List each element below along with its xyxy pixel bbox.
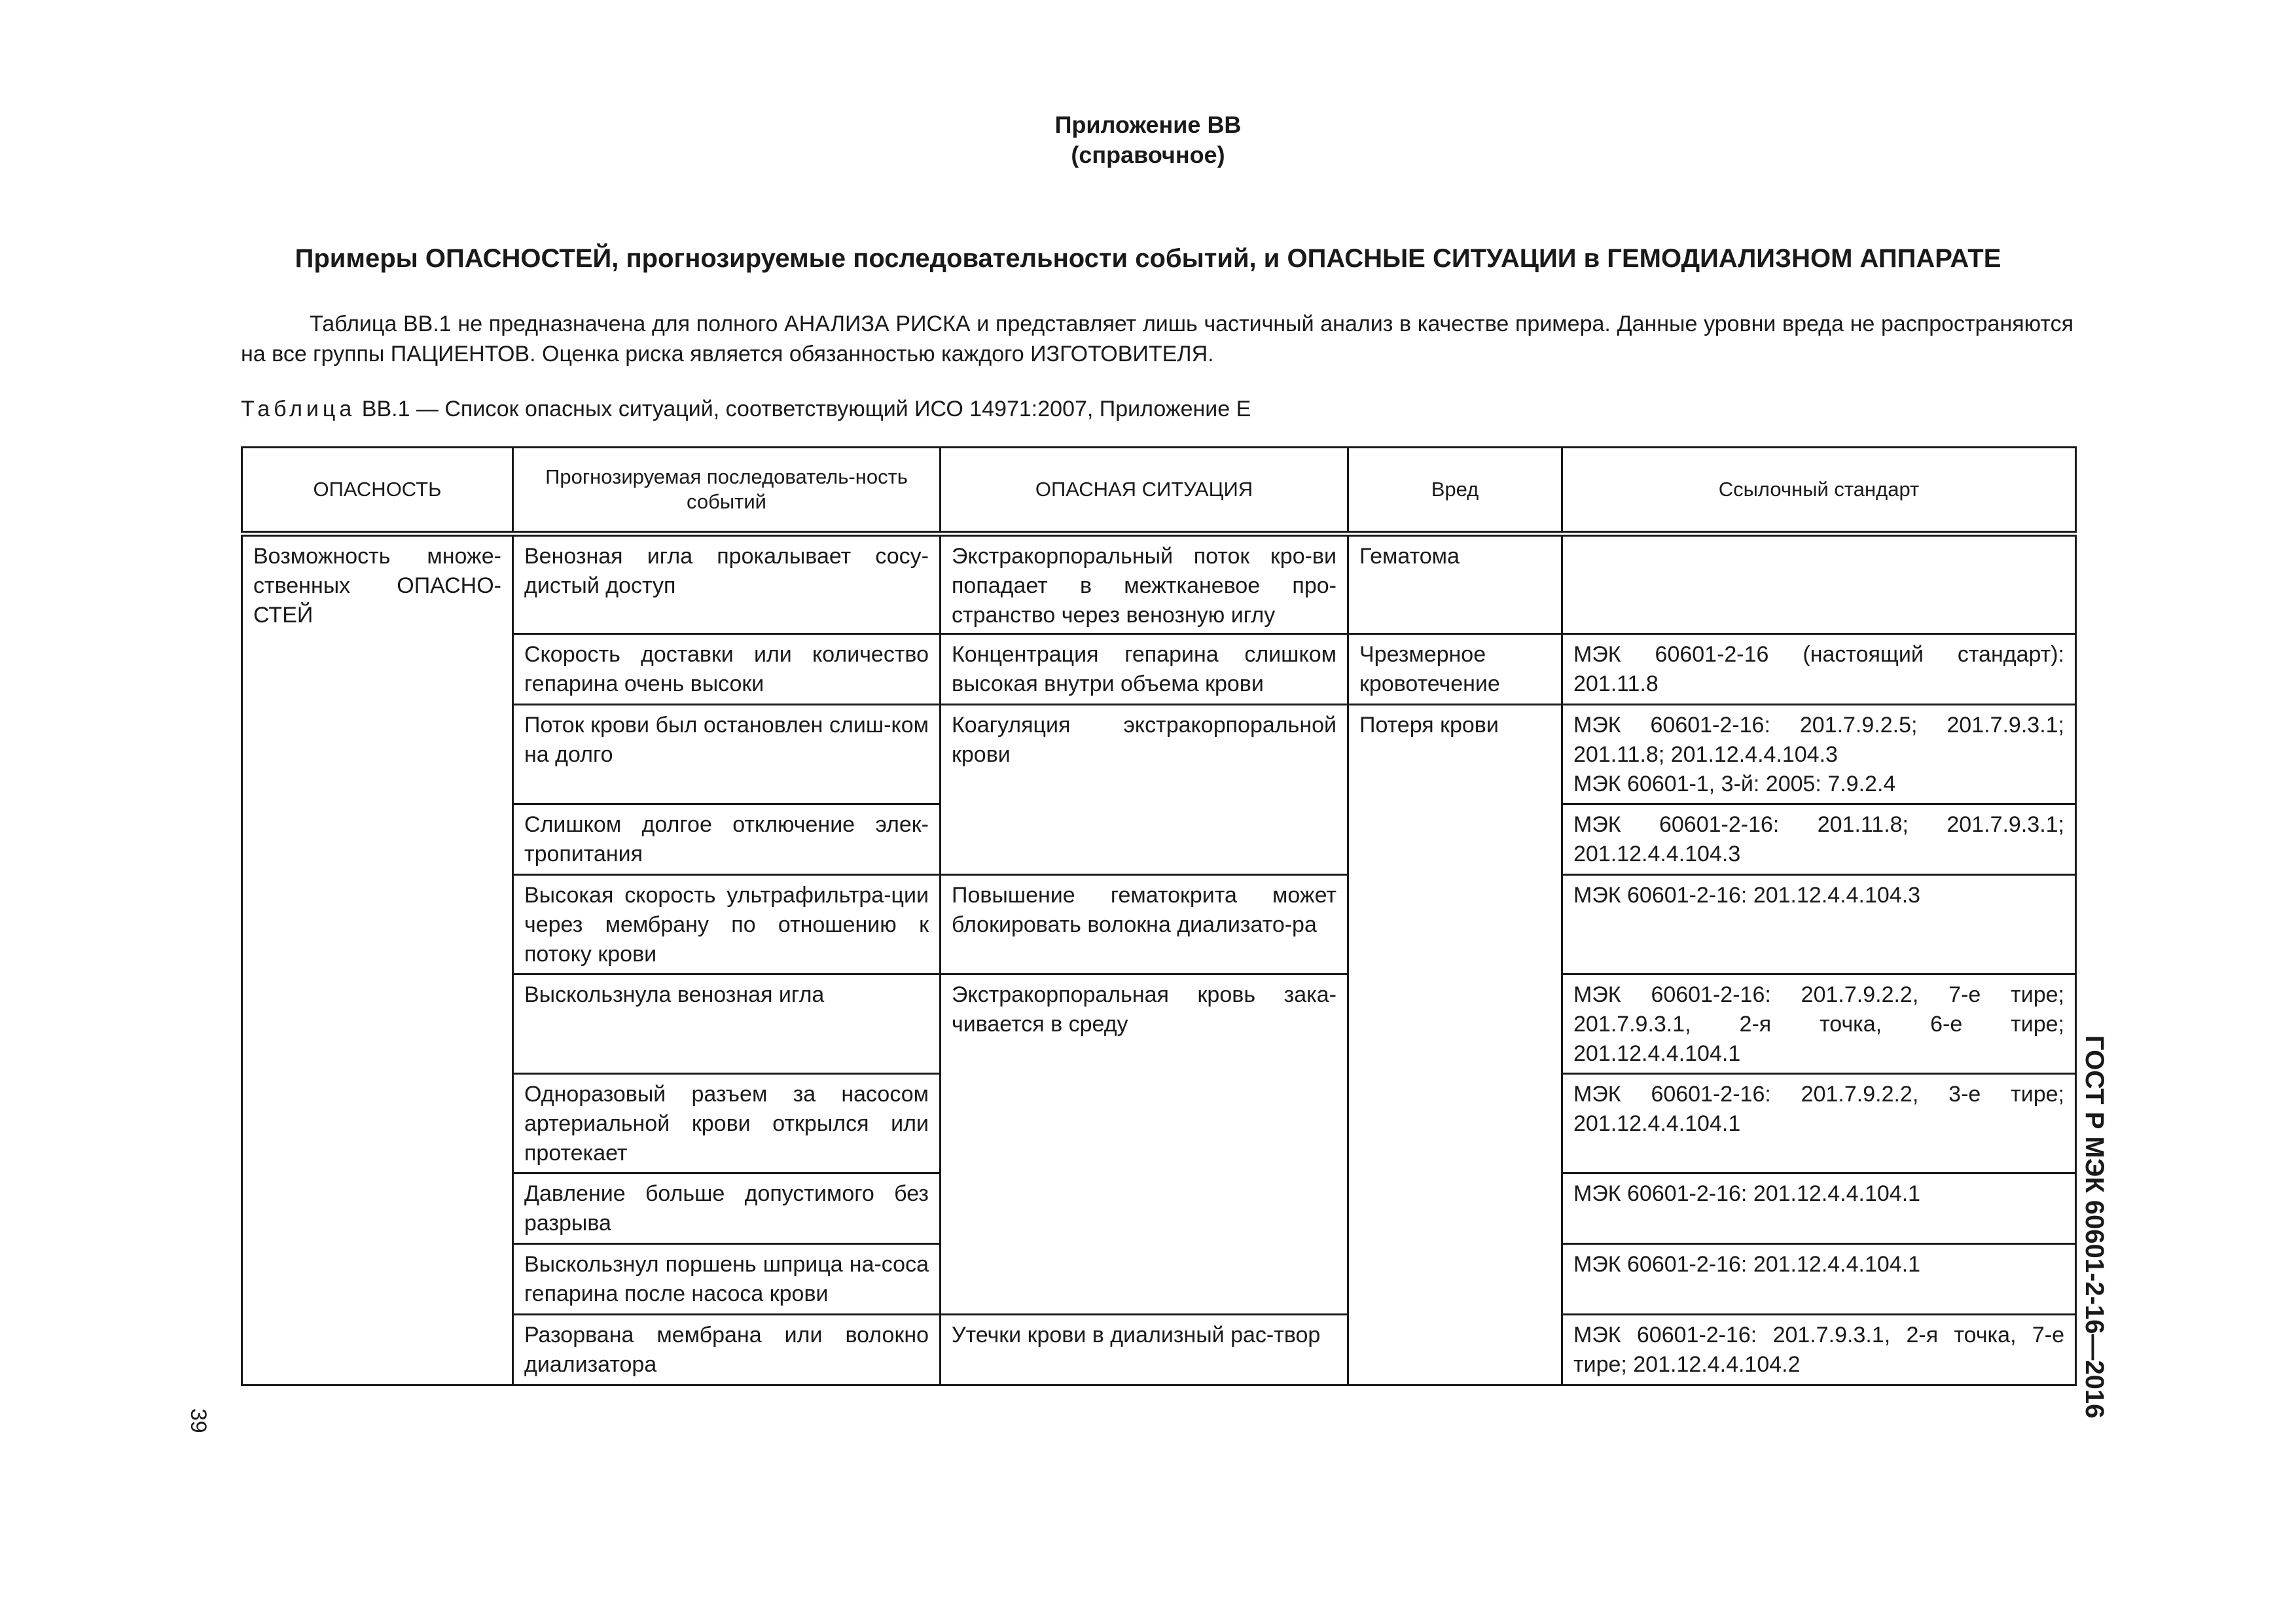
- sequence-cell: Скорость доставки или количество гепарина очень высоки: [513, 634, 941, 705]
- table-row: [242, 974, 2076, 1074]
- table-caption-text: ВВ.1 — Список опасных ситуаций, соответствующий ИСО 14971:2007, Приложение Е: [361, 397, 1251, 421]
- reference-cell: [1562, 534, 2076, 634]
- table-caption: [241, 394, 1251, 424]
- standard-designation: ГОСТ Р МЭК 60601-2-16—2016: [2080, 1035, 2109, 1419]
- reference-cell: МЭК 60601-2-16 (настоящий стандарт): 201.11.8: [1562, 634, 2076, 705]
- reference-line: МЭК 60601-1, 3-й: 2005: 7.9.2.4: [1573, 772, 1896, 796]
- situation-cell: Экстракорпоральный поток кро-ви попадает в межтканевое про-странство через венозную иглу: [941, 534, 1348, 634]
- situation-cell: Коагуляция экстракорпоральной крови: [941, 705, 1348, 875]
- sequence-cell: Венозная игла прокалывает сосу-дистый доступ: [513, 534, 941, 634]
- harm-cell: Чрезмерное кровотечение: [1348, 634, 1562, 705]
- sequence-cell: Давление больше допустимого без разрыва: [513, 1173, 941, 1244]
- situation-cell: Концентрация гепарина слишком высокая внутри объема крови: [941, 634, 1348, 705]
- annex-title: Приложение ВВ: [1054, 111, 1242, 138]
- header-sequence: Прогнозируемая последователь-ность событий: [513, 448, 941, 534]
- harm-cell: Потеря крови: [1348, 705, 1562, 1385]
- table-caption-label: Таблица: [241, 397, 356, 421]
- header-reference: Ссылочный стандарт: [1562, 448, 2076, 534]
- header-hazard: ОПАСНОСТЬ: [242, 448, 513, 534]
- sequence-cell: Поток крови был остановлен слиш-ком на долго: [513, 705, 941, 804]
- harm-cell: Гематома: [1348, 534, 1562, 634]
- reference-line: МЭК 60601-2-16: 201.7.9.2.5; 201.7.9.3.1; 201.11.8; 201.12.4.4.104.3: [1573, 713, 2064, 767]
- reference-cell: МЭК 60601-2-16: 201.7.9.2.2, 3-е тире; 201.12.4.4.104.1: [1562, 1074, 2076, 1173]
- reference-cell: [1562, 705, 2076, 804]
- sequence-cell: Выскользнул поршень шприца на-соса гепарина после насоса крови: [513, 1244, 941, 1315]
- table-row: [242, 634, 2076, 705]
- header-situation: ОПАСНАЯ СИТУАЦИЯ: [941, 448, 1348, 534]
- table-header-row: [242, 448, 2076, 534]
- table-row: [242, 875, 2076, 974]
- reference-cell: МЭК 60601-2-16: 201.12.4.4.104.3: [1562, 875, 2076, 974]
- annex-subtitle: (справочное): [1071, 141, 1225, 168]
- sequence-cell: Одноразовый разъем за насосом артериальной крови открылся или протекает: [513, 1074, 941, 1173]
- document-title: Примеры ОПАСНОСТЕЙ, прогнозируемые последовательности событий, и ОПАСНЫЕ СИТУАЦИИ в ГЕМОДИАЛИЗНОМ АППАРАТЕ: [295, 244, 2001, 273]
- hazards-table: [241, 446, 2077, 1386]
- sequence-cell: Высокая скорость ультрафильтра-ции через мембрану по отношению к потоку крови: [513, 875, 941, 974]
- hazard-cell: Возможность множе-ственных ОПАСНО-СТЕЙ: [242, 534, 513, 1385]
- sequence-cell: Выскользнула венозная игла: [513, 974, 941, 1074]
- reference-cell: МЭК 60601-2-16: 201.11.8; 201.7.9.3.1; 201.12.4.4.104.3: [1562, 804, 2076, 875]
- sequence-cell: Слишком долгое отключение элек-тропитания: [513, 804, 941, 875]
- sequence-cell: Разорвана мембрана или волокно диализатора: [513, 1315, 941, 1385]
- situation-cell: Утечки крови в диализный рас-твор: [941, 1315, 1348, 1385]
- header-harm: Вред: [1348, 448, 1562, 534]
- table-row: [242, 705, 2076, 804]
- reference-cell: МЭК 60601-2-16: 201.12.4.4.104.1: [1562, 1173, 2076, 1244]
- reference-cell: МЭК 60601-2-16: 201.7.9.3.1, 2-я точка, 7-е тире; 201.12.4.4.104.2: [1562, 1315, 2076, 1385]
- table-row: [242, 534, 2076, 634]
- intro-paragraph: Таблица ВВ.1 не предназначена для полного АНАЛИЗА РИСКА и представляет лишь частичный анализ в качестве примера. Данные уровни вреда не распространяются на все группы ПАЦИЕНТОВ. Оценка риска является обязанностью каждого ИЗГОТОВИТЕЛЯ.: [241, 312, 2073, 366]
- situation-cell: Повышение гематокрита может блокировать волокна диализато-ра: [941, 875, 1348, 974]
- page-number: 39: [186, 1408, 211, 1433]
- reference-cell: МЭК 60601-2-16: 201.12.4.4.104.1: [1562, 1244, 2076, 1315]
- table-row: [242, 1315, 2076, 1385]
- reference-cell: МЭК 60601-2-16: 201.7.9.2.2, 7-е тире; 201.7.9.3.1, 2-я точка, 6-е тире; 201.12.4.4.104.1: [1562, 974, 2076, 1074]
- annex-heading: [0, 110, 2296, 170]
- situation-cell: Экстракорпоральная кровь зака-чивается в среду: [941, 974, 1348, 1315]
